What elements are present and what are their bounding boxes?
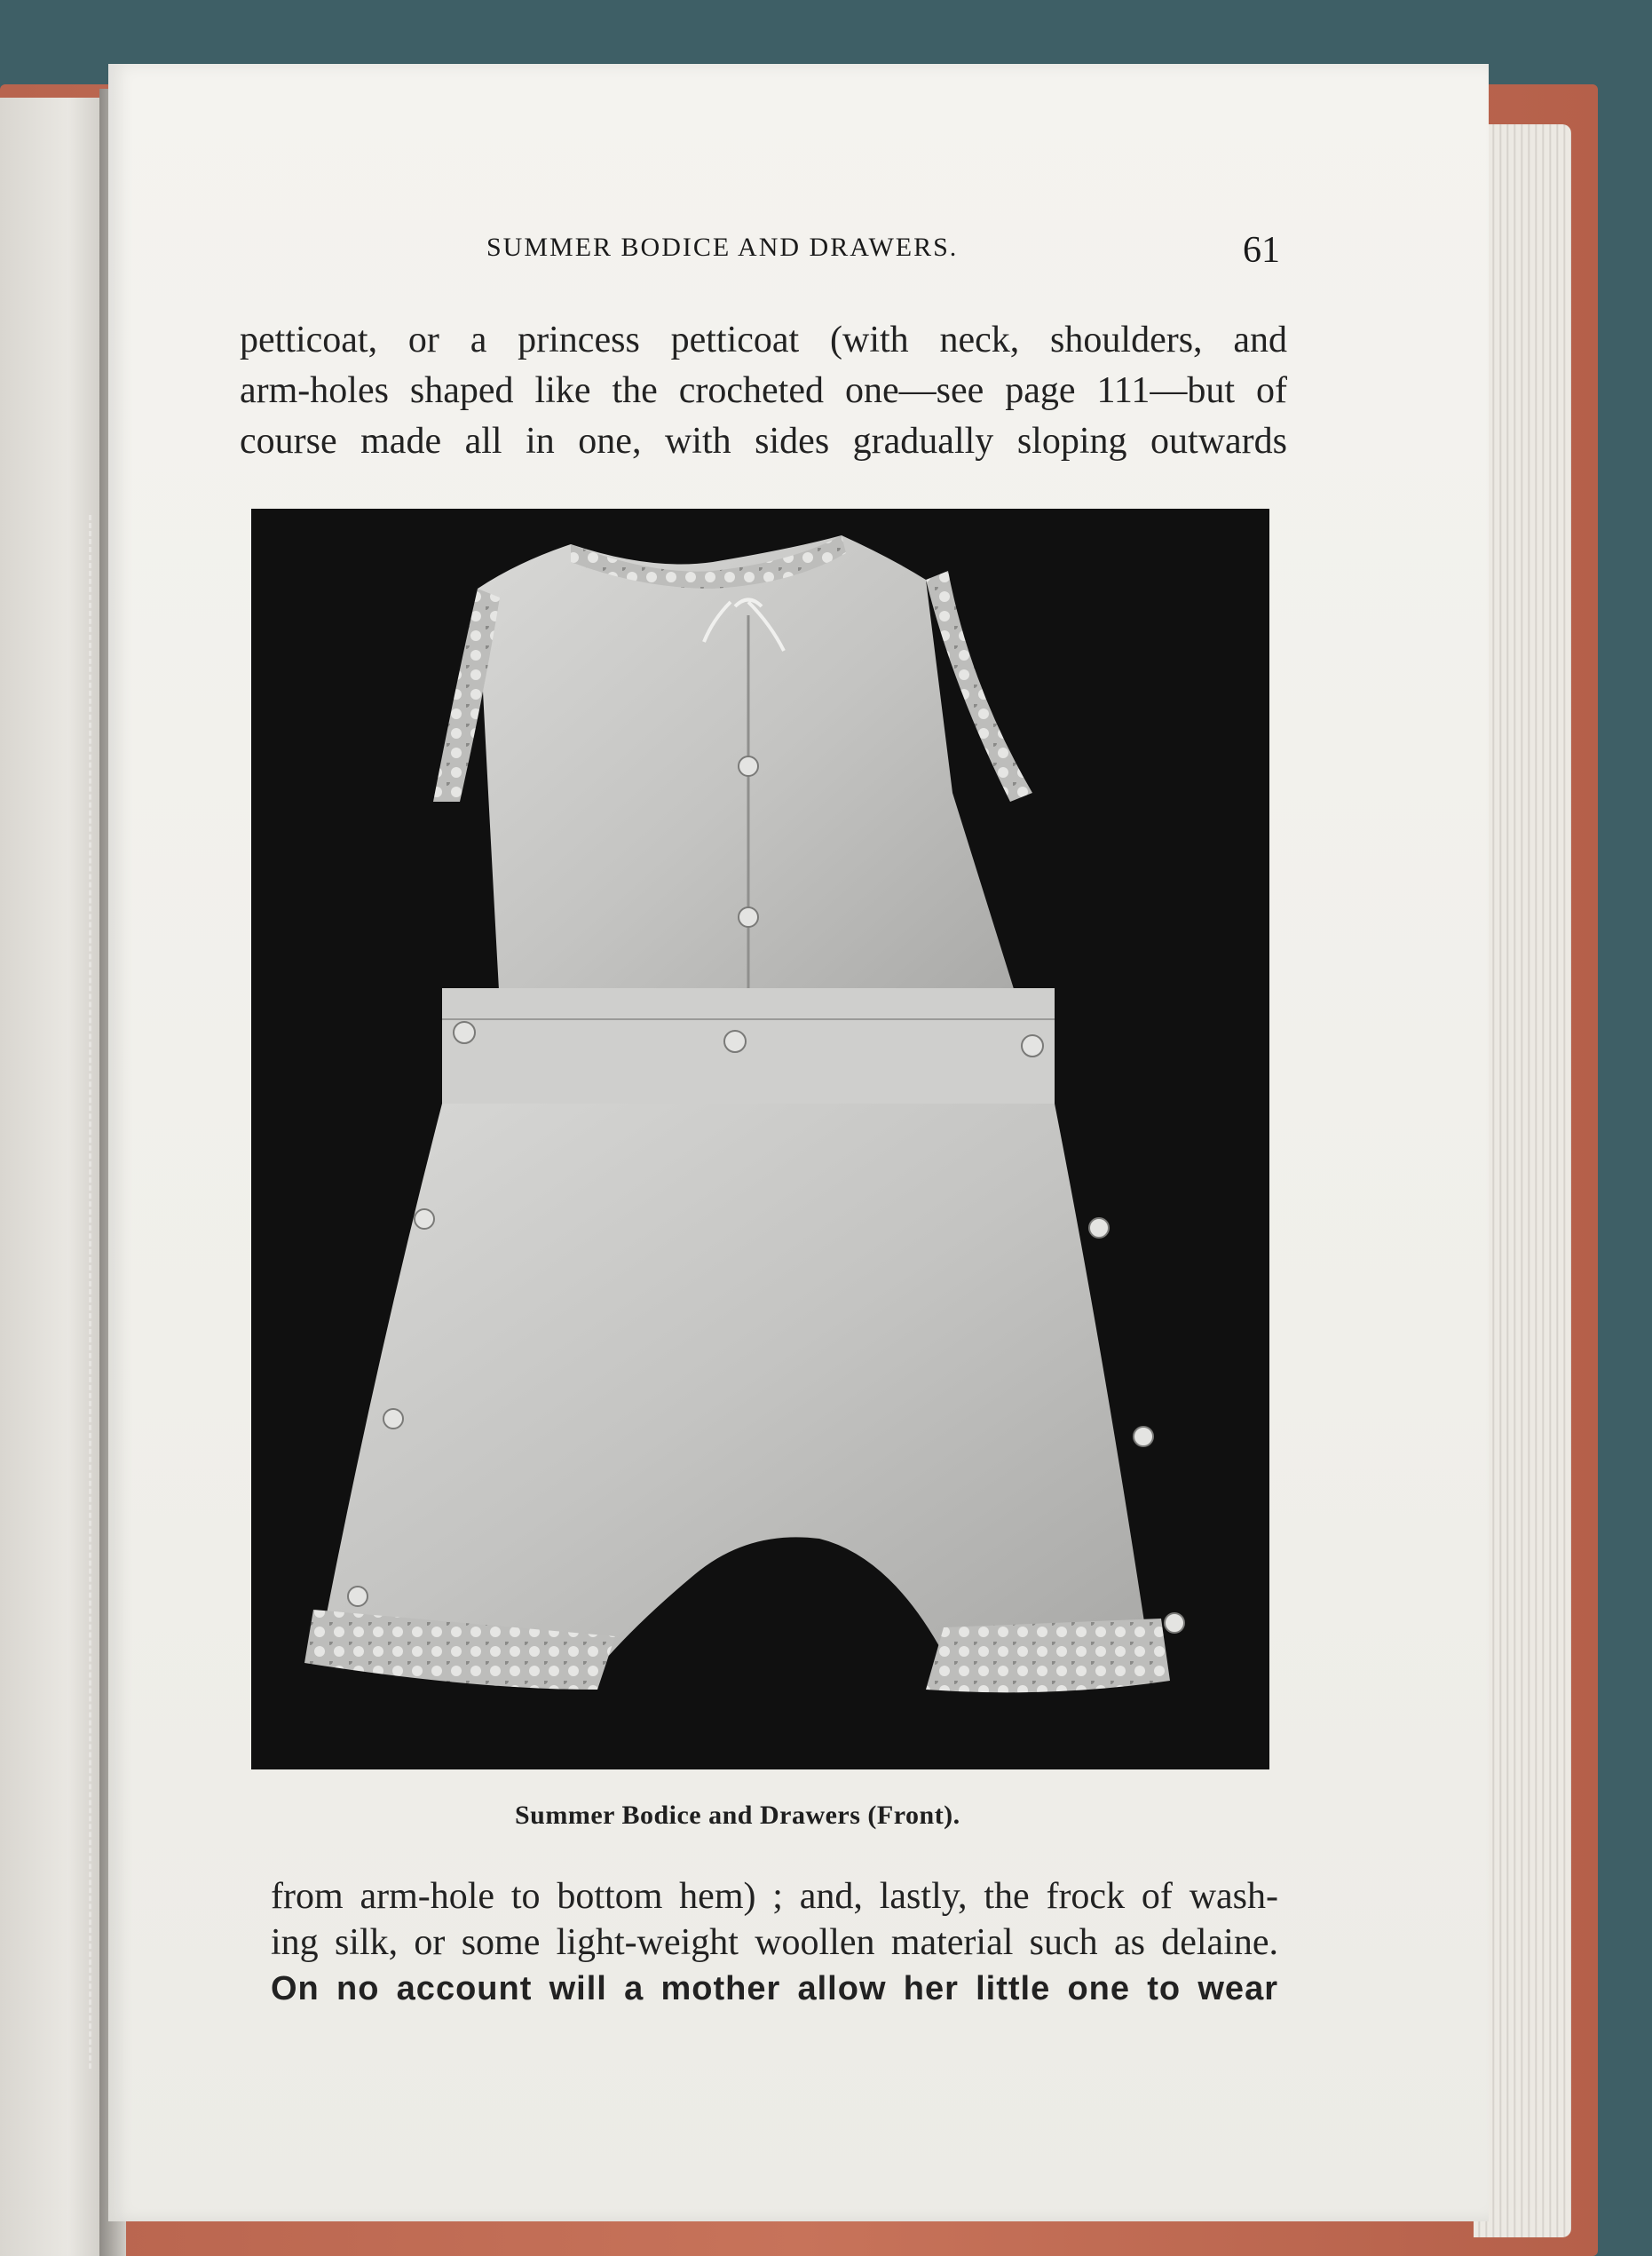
text-line: from arm-hole to bottom hem) ; and, lastly, the frock of wash- (271, 1876, 1278, 1917)
text-line: petticoat, or a princess petticoat (with neck, shoulders, and (240, 320, 1287, 360)
top-paragraph (240, 315, 1287, 467)
text-line: ing silk, or some light-weight woollen material such as delaine. (271, 1922, 1278, 1963)
bottom-paragraph (271, 1873, 1278, 2012)
text-line: arm-holes shaped like the crocheted one—see page 111—but of (240, 370, 1287, 411)
garment-photograph (251, 509, 1269, 1769)
garment-illustration (251, 509, 1269, 1769)
running-title: SUMMER BODICE AND DRAWERS. (486, 233, 959, 262)
figure-caption: Summer Bodice and Drawers (Front). (515, 1801, 960, 1830)
page-number: 61 (1243, 230, 1280, 271)
text-line: course made all in one, with sides gradually sloping outwards (240, 421, 1287, 462)
binding-stitches (89, 515, 106, 2069)
bold-text-line: On no account will a mother allow her little one to wear (271, 1970, 1278, 2007)
